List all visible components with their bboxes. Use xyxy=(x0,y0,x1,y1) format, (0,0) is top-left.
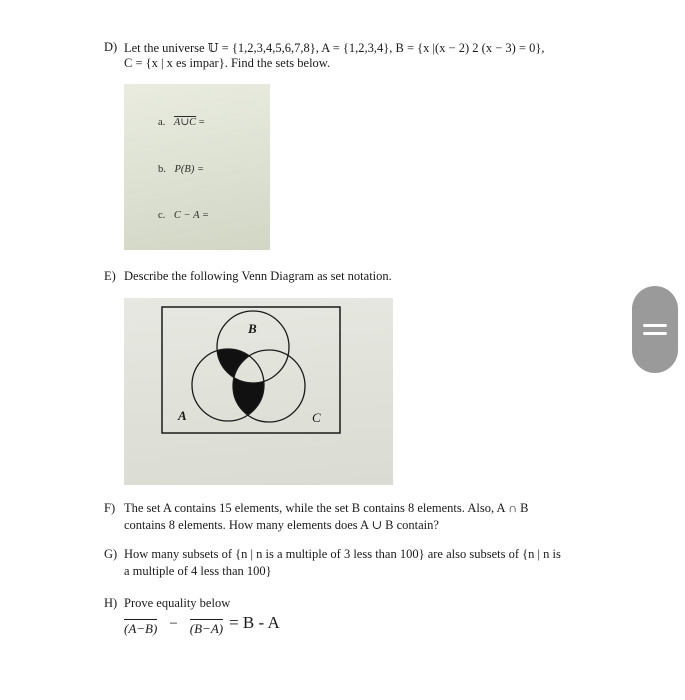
minus-sign: − xyxy=(169,616,178,632)
label-b: B xyxy=(248,321,257,336)
fraction-2 xyxy=(190,612,223,637)
item-a-suffix: = xyxy=(196,117,205,128)
label-a: A xyxy=(178,408,187,423)
item-b-expr: P(B) = xyxy=(174,164,205,175)
venn-diagram xyxy=(124,298,393,485)
label-c: C xyxy=(312,410,321,425)
drag-handle-grip-top xyxy=(643,324,667,327)
problem-d-line2: C = {x | x es impar}. Find the sets below. xyxy=(124,56,331,70)
problem-f-label: F) xyxy=(104,501,116,515)
item-b xyxy=(158,164,204,175)
drag-handle[interactable] xyxy=(632,286,678,373)
problem-g-line1: How many subsets of {n | n is a multiple of 3 less than 100} are also subsets of {n | n is xyxy=(124,547,561,561)
problem-f-line2: contains 8 elements. How many elements does A ∪ B contain? xyxy=(124,518,439,532)
item-a-expr: A∪C xyxy=(173,117,197,128)
item-c-letter: c. xyxy=(158,210,166,221)
item-c xyxy=(158,210,209,221)
equation-rhs: = B - A xyxy=(229,613,280,633)
venn-photo xyxy=(124,298,393,485)
fraction-1 xyxy=(124,612,157,637)
problem-f-line1: The set A contains 15 elements, while the set B contains 8 elements. Also, A ∩ B xyxy=(124,501,529,515)
problem-d-line1: Let the universe 𝕌 = {1,2,3,4,5,6,7,8}, A = {1,2,3,4}, B = {x |(x − 2) 2 (x − 3) = 0}, xyxy=(124,41,545,55)
item-a xyxy=(158,116,205,128)
drag-handle-grip-bottom xyxy=(643,332,667,335)
problem-e-label: E) xyxy=(104,269,116,283)
item-c-expr: C − A = xyxy=(173,210,210,221)
problem-g-line2: a multiple of 4 less than 100} xyxy=(124,564,272,578)
problem-d-photo xyxy=(124,84,270,250)
problem-d-label: D) xyxy=(104,40,118,54)
fraction-1-denominator: (A−B) xyxy=(124,621,158,636)
problem-h-text: Prove equality below xyxy=(124,596,231,610)
fraction-2-denominator: (B−A) xyxy=(189,621,224,636)
problem-g-label: G) xyxy=(104,547,118,561)
item-b-letter: b. xyxy=(158,164,166,175)
item-a-letter: a. xyxy=(158,117,166,128)
problem-h-label: H) xyxy=(104,596,118,610)
problem-e-text: Describe the following Venn Diagram as set notation. xyxy=(124,269,392,283)
equation xyxy=(124,612,280,637)
